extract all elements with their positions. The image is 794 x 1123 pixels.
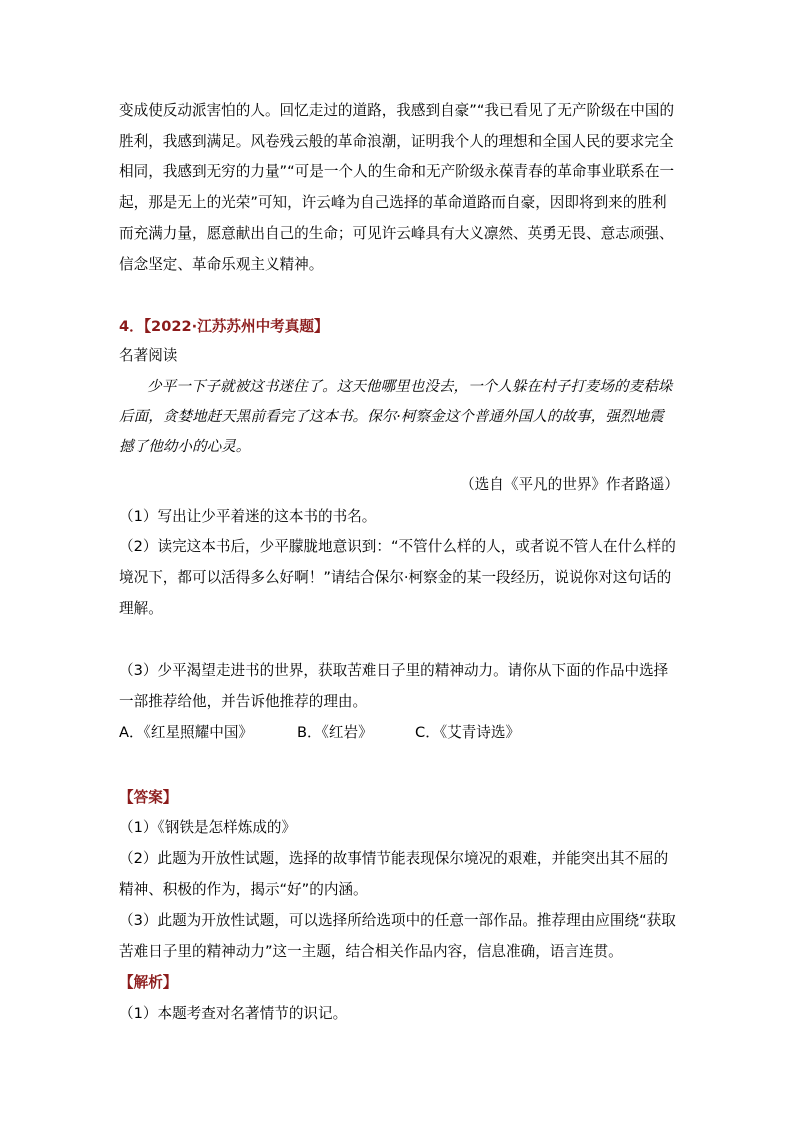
prev-answer-line-3: 相同，我感到无穷的力量”“可是一个人的生命和无产阶级永葆青春的革命事业联系在一 [119,163,675,180]
sub-question-2-line-2: 境况下，都可以活得多么好啊！”请结合保尔·柯察金的某一段经历，说说你对这句话的 [119,569,672,586]
passage-citation: （选自《平凡的世界》作者路遥） [460,476,679,493]
passage-line-3: 撼了他幼小的心灵。 [119,438,251,455]
analysis-heading: 【解析】 [119,974,178,991]
question-source: 【2022·江苏苏州中考真题】 [143,318,329,335]
passage-line-1: 少平一下子就被这书迷住了。这天他哪里也没去，一个人躲在村子打麦场的麦秸垛 [147,378,673,395]
passage-line-2: 后面，贪婪地赶天黑前看完了这本书。保尔·柯察金这个普通外国人的故事，强烈地震 [119,408,664,425]
answer-3-line-1: （3）此题为开放性试题，可以选择所给选项中的任意一部作品。推荐理由应围绕“获取 [119,912,676,929]
answer-heading: 【答案】 [119,789,178,806]
option-b: B．《红岩》 [297,724,373,741]
prev-answer-line-4: 起，那是无上的光荣”可知，许云峰为自己选择的革命道路而自豪，因即将到来的胜利 [119,194,667,211]
prev-answer-line-6: 信念坚定、革命乐观主义精神。 [119,256,324,273]
prev-answer-line-5: 而充满力量，愿意献出自己的生命；可见许云峰具有大义凛然、英勇无畏、意志顽强、 [119,225,674,242]
prev-answer-line-1: 变成使反动派害怕的人。回忆走过的道路，我感到自豪”“我已看见了无产阶级在中国的 [119,102,675,119]
sub-question-1: （1）写出让少平着迷的这本书的书名。 [119,508,377,525]
option-c: C．《艾青诗选》 [415,724,521,741]
analysis-1: （1）本题考查对名著情节的识记。 [119,1005,348,1022]
answer-2-line-1: （2）此题为开放性试题，选择的故事情节能表现保尔境况的艰难，并能突出其不屈的 [119,850,669,867]
sub-question-2-line-1: （2）读完这本书后，少平朦胧地意识到：“不管什么样的人，或者说不管人在什么样的 [119,538,676,555]
prev-answer-line-2: 胜利，我感到满足。风卷残云般的革命浪潮，证明我个人的理想和全国人民的要求完全 [119,133,674,150]
sub-question-3-line-1: （3）少平渴望走进书的世界，获取苦难日子里的精神动力。请你从下面的作品中选择 [119,662,669,679]
option-a: A．《红星照耀中国》 [119,724,254,741]
question-category: 名著阅读 [119,347,178,364]
sub-question-2-line-3: 理解。 [119,600,163,617]
question-number: 4． [119,318,144,335]
answer-2-line-2: 精神、积极的作为，揭示“好”的内涵。 [119,881,368,898]
sub-question-3-line-2: 一部推荐给他，并告诉他推荐的理由。 [119,693,368,710]
answer-1: （1）《钢铁是怎样炼成的》 [119,819,297,836]
question-heading [119,312,679,342]
answer-3-line-2: 苦难日子里的精神动力”这一主题，结合相关作品内容，信息准确，语言连贯。 [119,943,623,960]
